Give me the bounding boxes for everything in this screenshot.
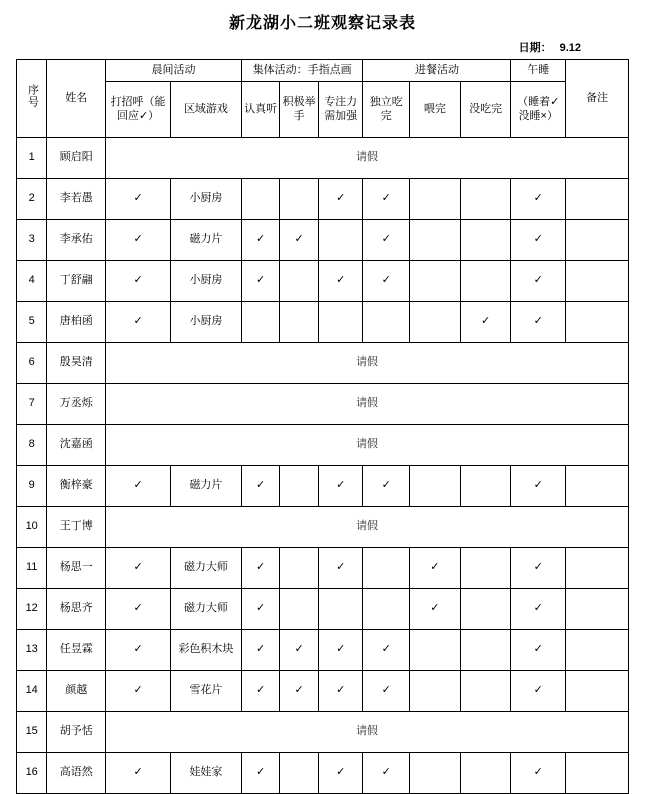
- cell-eat-self[interactable]: ✓: [363, 671, 410, 712]
- cell-area-game[interactable]: 磁力大师: [170, 589, 241, 630]
- cell-greeting[interactable]: ✓: [106, 466, 171, 507]
- column-header-eat-self: 独立吃完: [363, 82, 410, 138]
- group-header-meal: 进餐活动: [363, 60, 511, 82]
- cell-not-finished[interactable]: [460, 630, 511, 671]
- cell-nap-status[interactable]: ✓: [511, 466, 566, 507]
- cell-greeting[interactable]: ✓: [106, 753, 171, 794]
- cell-greeting[interactable]: ✓: [106, 589, 171, 630]
- cell-name[interactable]: 沈嘉函: [47, 425, 106, 466]
- cell-eat-self[interactable]: [363, 548, 410, 589]
- cell-fed[interactable]: [410, 630, 461, 671]
- cell-focus[interactable]: [318, 589, 363, 630]
- cell-name[interactable]: 颜越: [47, 671, 106, 712]
- cell-eat-self[interactable]: ✓: [363, 220, 410, 261]
- cell-seq[interactable]: 10: [17, 507, 47, 548]
- cell-raise-hand[interactable]: [280, 753, 319, 794]
- table-row: [17, 138, 629, 179]
- group-header-nap: 午睡: [511, 60, 566, 82]
- cell-fed[interactable]: [410, 220, 461, 261]
- cell-not-finished[interactable]: [460, 261, 511, 302]
- cell-raise-hand[interactable]: [280, 179, 319, 220]
- cell-leave-note[interactable]: 请假: [106, 384, 629, 425]
- table-row: [17, 220, 629, 261]
- cell-area-game[interactable]: 小厨房: [170, 179, 241, 220]
- column-header-raise-hand: 积极举手: [280, 82, 319, 138]
- cell-name[interactable]: 唐柏函: [47, 302, 106, 343]
- cell-listen[interactable]: [241, 302, 280, 343]
- cell-fed[interactable]: [410, 261, 461, 302]
- cell-seq[interactable]: 9: [17, 466, 47, 507]
- cell-raise-hand[interactable]: [280, 261, 319, 302]
- table-header: [17, 60, 629, 138]
- cell-nap-status[interactable]: ✓: [511, 179, 566, 220]
- cell-focus[interactable]: [318, 302, 363, 343]
- cell-listen[interactable]: ✓: [241, 261, 280, 302]
- cell-nap-status[interactable]: ✓: [511, 302, 566, 343]
- table-row: [17, 466, 629, 507]
- cell-not-finished[interactable]: [460, 753, 511, 794]
- column-header-not-finished: 没吃完: [460, 82, 511, 138]
- cell-area-game[interactable]: 雪花片: [170, 671, 241, 712]
- cell-name[interactable]: 胡予恬: [47, 712, 106, 753]
- cell-not-finished[interactable]: [460, 179, 511, 220]
- cell-nap-status[interactable]: ✓: [511, 753, 566, 794]
- cell-raise-hand[interactable]: [280, 466, 319, 507]
- cell-name[interactable]: 殷昊清: [47, 343, 106, 384]
- table-row: [17, 630, 629, 671]
- cell-note[interactable]: [566, 302, 629, 343]
- cell-greeting[interactable]: ✓: [106, 220, 171, 261]
- cell-seq[interactable]: 12: [17, 589, 47, 630]
- table-row: [17, 384, 629, 425]
- group-header-collective: 集体活动：手指点画: [241, 60, 363, 82]
- cell-not-finished[interactable]: [460, 220, 511, 261]
- cell-nap-status[interactable]: ✓: [511, 630, 566, 671]
- cell-fed[interactable]: ✓: [410, 589, 461, 630]
- cell-focus[interactable]: ✓: [318, 630, 363, 671]
- table-row: [17, 261, 629, 302]
- cell-leave-note[interactable]: 请假: [106, 138, 629, 179]
- cell-not-finished[interactable]: ✓: [460, 302, 511, 343]
- cell-area-game[interactable]: 彩色积木块: [170, 630, 241, 671]
- cell-nap-status[interactable]: ✓: [511, 671, 566, 712]
- table-row: [17, 302, 629, 343]
- cell-listen[interactable]: ✓: [241, 548, 280, 589]
- cell-eat-self[interactable]: [363, 589, 410, 630]
- cell-listen[interactable]: ✓: [241, 466, 280, 507]
- cell-name[interactable]: 衡梓豪: [47, 466, 106, 507]
- cell-eat-self[interactable]: ✓: [363, 753, 410, 794]
- table-row: [17, 343, 629, 384]
- cell-eat-self[interactable]: ✓: [363, 466, 410, 507]
- cell-fed[interactable]: [410, 466, 461, 507]
- cell-focus[interactable]: ✓: [318, 548, 363, 589]
- cell-greeting[interactable]: ✓: [106, 179, 171, 220]
- cell-fed[interactable]: [410, 179, 461, 220]
- table-row: [17, 425, 629, 466]
- column-header-listen: 认真听: [241, 82, 280, 138]
- cell-focus[interactable]: ✓: [318, 753, 363, 794]
- cell-focus[interactable]: ✓: [318, 261, 363, 302]
- table-row: [17, 671, 629, 712]
- cell-note[interactable]: [566, 220, 629, 261]
- cell-greeting[interactable]: ✓: [106, 671, 171, 712]
- table-row: [17, 589, 629, 630]
- cell-fed[interactable]: [410, 671, 461, 712]
- group-header-note: 备注: [566, 60, 629, 138]
- cell-note[interactable]: [566, 179, 629, 220]
- column-header-focus: 专注力需加强: [318, 82, 363, 138]
- cell-seq[interactable]: 11: [17, 548, 47, 589]
- cell-note[interactable]: [566, 589, 629, 630]
- cell-fed[interactable]: [410, 753, 461, 794]
- cell-greeting[interactable]: ✓: [106, 548, 171, 589]
- cell-name[interactable]: 杨思一: [47, 548, 106, 589]
- cell-raise-hand[interactable]: ✓: [280, 220, 319, 261]
- cell-area-game[interactable]: 小厨房: [170, 302, 241, 343]
- observation-table: [16, 59, 629, 794]
- cell-leave-note[interactable]: 请假: [106, 343, 629, 384]
- cell-area-game[interactable]: 磁力片: [170, 466, 241, 507]
- column-header-greeting: 打招呼（能回应✓）: [106, 82, 171, 138]
- cell-name[interactable]: 万丞烁: [47, 384, 106, 425]
- cell-greeting[interactable]: ✓: [106, 630, 171, 671]
- cell-raise-hand[interactable]: ✓: [280, 630, 319, 671]
- cell-raise-hand[interactable]: [280, 589, 319, 630]
- table-row: [17, 179, 629, 220]
- cell-name[interactable]: 李承佑: [47, 220, 106, 261]
- cell-focus[interactable]: ✓: [318, 466, 363, 507]
- cell-name[interactable]: 李若愚: [47, 179, 106, 220]
- date-line: [16, 39, 629, 59]
- cell-focus[interactable]: ✓: [318, 671, 363, 712]
- cell-raise-hand[interactable]: [280, 548, 319, 589]
- date-value: 9.12: [559, 42, 581, 54]
- cell-not-finished[interactable]: [460, 589, 511, 630]
- cell-area-game[interactable]: 娃娃家: [170, 753, 241, 794]
- cell-name[interactable]: 丁舒翮: [47, 261, 106, 302]
- cell-listen[interactable]: ✓: [241, 753, 280, 794]
- cell-name[interactable]: 任昱霖: [47, 630, 106, 671]
- date-label: 日期：: [518, 42, 552, 54]
- cell-raise-hand[interactable]: [280, 302, 319, 343]
- cell-seq[interactable]: 8: [17, 425, 47, 466]
- cell-greeting[interactable]: ✓: [106, 261, 171, 302]
- cell-name[interactable]: 杨思齐: [47, 589, 106, 630]
- page-title: 新龙湖小二班观察记录表: [228, 15, 416, 32]
- table-row: [17, 507, 629, 548]
- cell-seq[interactable]: 1: [17, 138, 47, 179]
- cell-note[interactable]: [566, 548, 629, 589]
- group-header-morning: 晨间活动: [106, 60, 242, 82]
- cell-eat-self[interactable]: [363, 302, 410, 343]
- cell-listen[interactable]: ✓: [241, 220, 280, 261]
- cell-area-game[interactable]: 磁力大师: [170, 548, 241, 589]
- cell-listen[interactable]: ✓: [241, 589, 280, 630]
- cell-fed[interactable]: ✓: [410, 548, 461, 589]
- cell-leave-note[interactable]: 请假: [106, 507, 629, 548]
- cell-leave-note[interactable]: 请假: [106, 712, 629, 753]
- cell-seq[interactable]: 13: [17, 630, 47, 671]
- column-header-area-game: 区域游戏: [170, 82, 241, 138]
- column-header-nap-status: （睡着✓没睡×）: [511, 82, 566, 138]
- cell-greeting[interactable]: ✓: [106, 302, 171, 343]
- cell-note[interactable]: [566, 671, 629, 712]
- cell-note[interactable]: [566, 261, 629, 302]
- cell-seq[interactable]: 5: [17, 302, 47, 343]
- table-row: [17, 712, 629, 753]
- cell-eat-self[interactable]: ✓: [363, 179, 410, 220]
- cell-fed[interactable]: [410, 302, 461, 343]
- cell-raise-hand[interactable]: ✓: [280, 671, 319, 712]
- cell-note[interactable]: [566, 466, 629, 507]
- cell-eat-self[interactable]: ✓: [363, 261, 410, 302]
- cell-name[interactable]: 顾启阳: [47, 138, 106, 179]
- cell-seq[interactable]: 14: [17, 671, 47, 712]
- cell-not-finished[interactable]: [460, 548, 511, 589]
- cell-listen[interactable]: ✓: [241, 671, 280, 712]
- cell-note[interactable]: [566, 630, 629, 671]
- cell-nap-status[interactable]: ✓: [511, 589, 566, 630]
- cell-seq[interactable]: 3: [17, 220, 47, 261]
- cell-seq[interactable]: 2: [17, 179, 47, 220]
- cell-area-game[interactable]: 磁力片: [170, 220, 241, 261]
- cell-eat-self[interactable]: ✓: [363, 630, 410, 671]
- cell-name[interactable]: 王丁博: [47, 507, 106, 548]
- cell-seq[interactable]: 15: [17, 712, 47, 753]
- cell-seq[interactable]: 7: [17, 384, 47, 425]
- cell-area-game[interactable]: 小厨房: [170, 261, 241, 302]
- cell-not-finished[interactable]: [460, 466, 511, 507]
- cell-nap-status[interactable]: ✓: [511, 548, 566, 589]
- cell-focus[interactable]: ✓: [318, 179, 363, 220]
- cell-note[interactable]: [566, 753, 629, 794]
- column-header-name: 姓名: [47, 60, 106, 138]
- cell-leave-note[interactable]: 请假: [106, 425, 629, 466]
- cell-listen[interactable]: [241, 179, 280, 220]
- cell-listen[interactable]: ✓: [241, 630, 280, 671]
- column-header-seq: 序号: [17, 60, 47, 138]
- table-body: [17, 138, 629, 794]
- cell-focus[interactable]: [318, 220, 363, 261]
- cell-name[interactable]: 高语然: [47, 753, 106, 794]
- cell-seq[interactable]: 4: [17, 261, 47, 302]
- table-row: [17, 753, 629, 794]
- column-header-fed: 喂完: [410, 82, 461, 138]
- cell-seq[interactable]: 16: [17, 753, 47, 794]
- cell-not-finished[interactable]: [460, 671, 511, 712]
- table-row: [17, 548, 629, 589]
- cell-seq[interactable]: 6: [17, 343, 47, 384]
- cell-nap-status[interactable]: ✓: [511, 220, 566, 261]
- cell-nap-status[interactable]: ✓: [511, 261, 566, 302]
